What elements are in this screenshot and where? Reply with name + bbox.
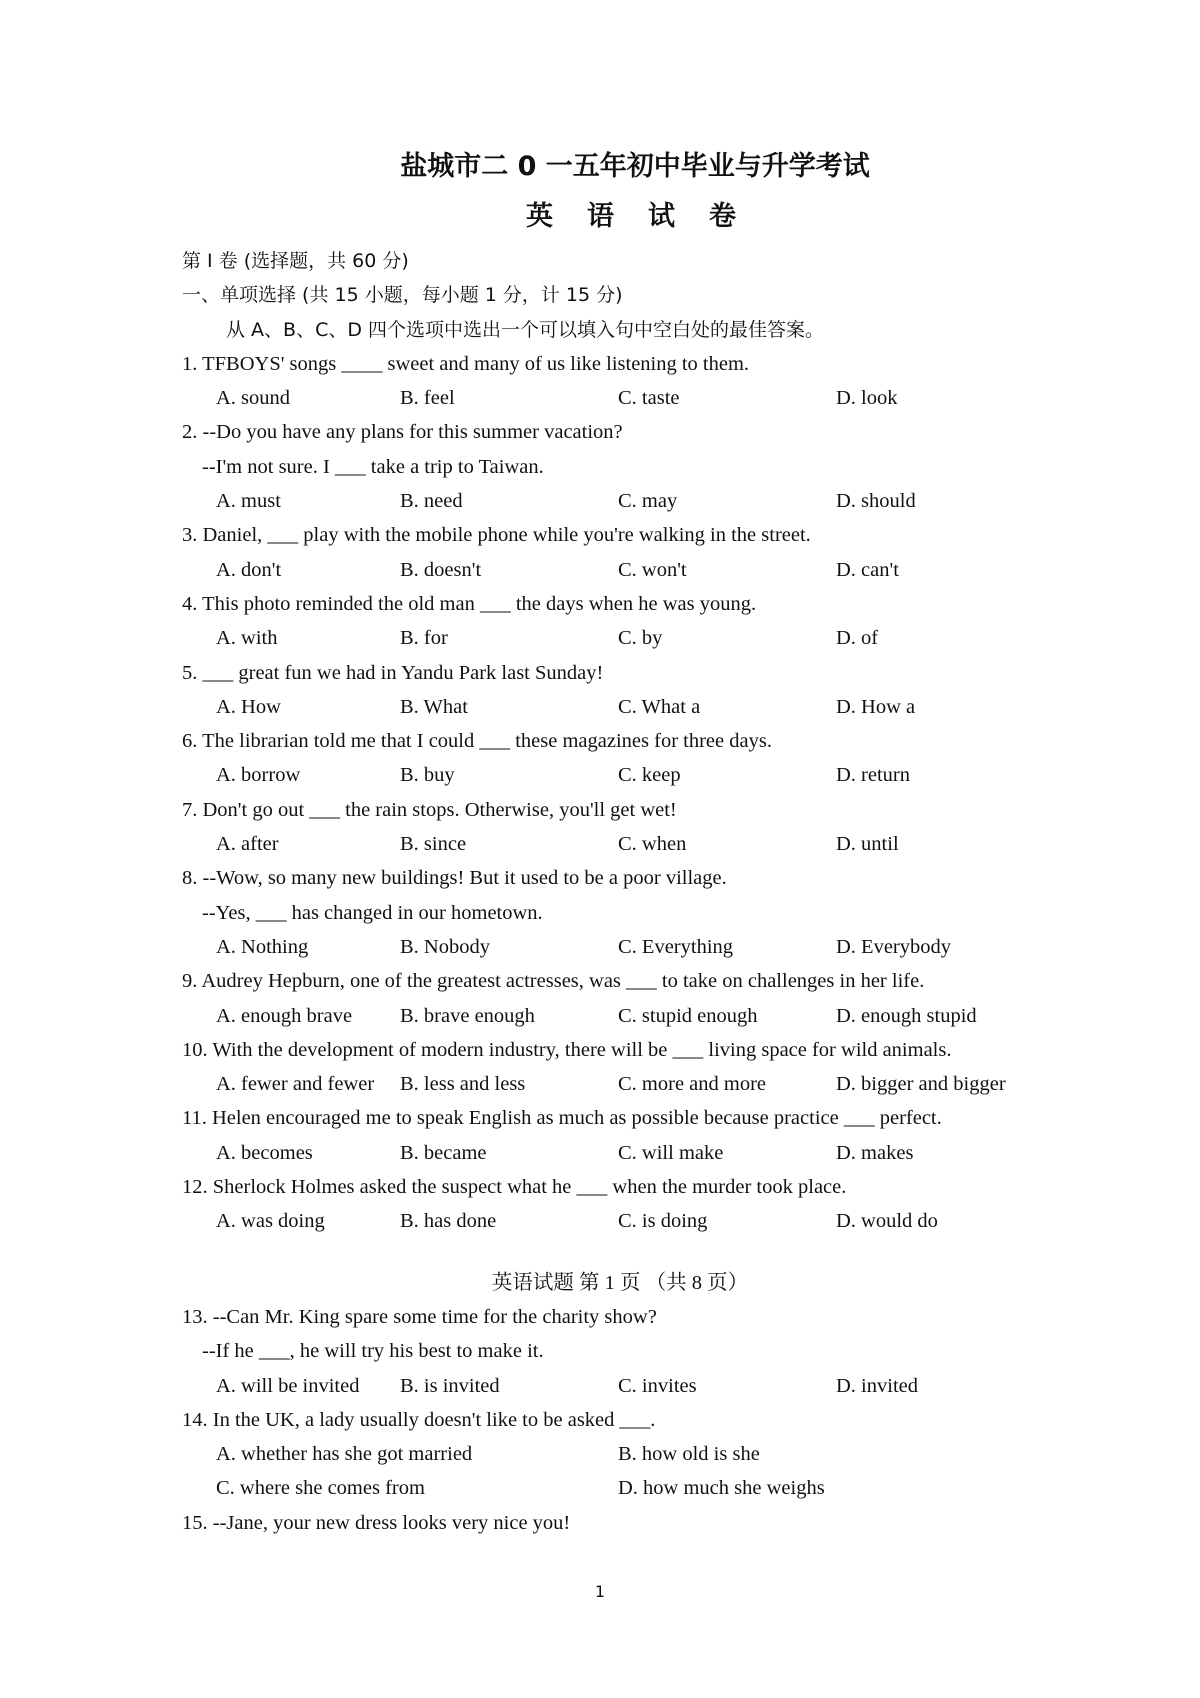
option-c: C. stupid enough [618, 1004, 758, 1027]
option-d: D. until [836, 833, 899, 856]
question-stem-continued: --I'm not sure. I ___ take a trip to Taiwan. [202, 455, 544, 478]
option-b: B. how old is she [618, 1443, 760, 1466]
option-d: D. bigger and bigger [836, 1073, 1006, 1096]
question-stem: 5. ___ great fun we had in Yandu Park last Sunday! [182, 661, 604, 684]
option-a: A. fewer and fewer [216, 1073, 375, 1096]
option-d: D. Everybody [836, 935, 952, 958]
page-number: 1 [594, 1582, 606, 1601]
option-b: B. need [400, 490, 463, 513]
options-row [182, 484, 1082, 518]
option-c: C. Everything [618, 935, 734, 958]
option-d: D. of [836, 627, 879, 650]
question-stem: 7. Don't go out ___ the rain stops. Otherwise, you'll get wet! [182, 798, 677, 821]
options-row [182, 930, 1082, 964]
option-b: B. Nobody [400, 935, 490, 958]
page-footer-text: 英语试题 第 1 页 （共 8 页） [491, 1271, 749, 1294]
option-a: A. becomes [216, 1141, 313, 1164]
options-row [182, 1369, 1082, 1403]
options-row [182, 1437, 1082, 1471]
option-d: D. How a [836, 695, 916, 718]
question-12 [182, 1170, 1082, 1239]
options-row [182, 553, 1082, 587]
option-a: A. whether has she got married [216, 1443, 473, 1466]
question-stem: 9. Audrey Hepburn, one of the greatest actresses, was ___ to take on challenges in her life. [182, 970, 925, 993]
options-row [182, 758, 1082, 792]
exam-subtitle: 英语试卷 [526, 201, 770, 232]
question-stem: 15. --Jane, your new dress looks very nice you! [182, 1511, 571, 1534]
option-c: C. may [618, 490, 678, 513]
question-stem-continued: --If he ___, he will try his best to make it. [202, 1340, 544, 1363]
option-d: D. makes [836, 1141, 914, 1164]
option-b: B. has done [400, 1210, 497, 1233]
question-7 [182, 793, 1082, 862]
option-b: B. buy [400, 764, 455, 787]
question-9 [182, 964, 1082, 1033]
option-c: C. will make [618, 1141, 724, 1164]
question-stem-continued: --Yes, ___ has changed in our hometown. [202, 901, 543, 924]
option-c: C. won't [618, 558, 687, 581]
options-row [182, 1067, 1082, 1101]
question-stem: 12. Sherlock Holmes asked the suspect what he ___ when the murder took place. [182, 1176, 847, 1199]
option-d: D. how much she weighs [618, 1477, 825, 1500]
question-stem: 6. The librarian told me that I could ___ these magazines for three days. [182, 730, 772, 753]
options-row [182, 621, 1082, 655]
option-a: A. must [216, 490, 281, 513]
option-a: A. will be invited [216, 1374, 360, 1397]
option-a: A. borrow [216, 764, 301, 787]
question-stem: 14. In the UK, a lady usually doesn't like to be asked ___. [182, 1408, 656, 1431]
option-c: C. more and more [618, 1073, 767, 1096]
question-5 [182, 656, 1082, 725]
question-10 [182, 1033, 1082, 1102]
option-c: C. by [618, 627, 663, 650]
option-a: A. with [216, 627, 278, 650]
part-label: 第 I 卷 (选择题，共 60 分) [182, 250, 409, 272]
options-row [182, 999, 1082, 1033]
question-6 [182, 724, 1082, 793]
option-c: C. keep [618, 764, 681, 787]
question-11 [182, 1101, 1082, 1170]
option-a: A. was doing [216, 1210, 325, 1233]
question-stem: 3. Daniel, ___ play with the mobile phone while you're walking in the street. [182, 524, 811, 547]
option-b: B. less and less [400, 1073, 526, 1096]
option-d: D. enough stupid [836, 1004, 977, 1027]
option-b: B. doesn't [400, 558, 482, 581]
option-d: D. return [836, 764, 911, 787]
options-row [182, 1471, 1082, 1505]
option-a: A. after [216, 833, 279, 856]
question-stem: 11. Helen encouraged me to speak English as much as possible because practice ___ perfect. [182, 1107, 942, 1130]
option-d: D. look [836, 387, 898, 410]
option-c: C. taste [618, 387, 680, 410]
option-a: A. enough brave [216, 1004, 353, 1027]
question-stem: 8. --Wow, so many new buildings! But it used to be a poor village. [182, 867, 727, 890]
option-c: C. is doing [618, 1210, 708, 1233]
section-instruction: 从 A、B、C、D 四个选项中选出一个可以填入句中空白处的最佳答案。 [226, 318, 825, 341]
option-b: B. brave enough [400, 1004, 535, 1027]
question-8 [182, 861, 1082, 964]
spacer [182, 1239, 1082, 1266]
options-row [182, 1136, 1082, 1170]
question-14 [182, 1403, 1082, 1506]
option-b: B. is invited [400, 1374, 500, 1397]
option-d: D. can't [836, 558, 899, 581]
options-row [182, 381, 1082, 415]
exam-content [182, 244, 1082, 1540]
option-c: C. invites [618, 1374, 697, 1397]
option-a: A. How [216, 695, 281, 718]
question-stem: 4. This photo reminded the old man ___ the days when he was young. [182, 592, 757, 615]
question-1 [182, 347, 1082, 416]
options-row [182, 1204, 1082, 1238]
option-d: D. would do [836, 1210, 938, 1233]
question-13 [182, 1300, 1082, 1403]
question-4 [182, 587, 1082, 656]
question-2 [182, 415, 1082, 518]
option-d: D. invited [836, 1374, 918, 1397]
option-a: A. Nothing [216, 935, 309, 958]
option-b: B. feel [400, 387, 455, 410]
option-a: A. don't [216, 558, 282, 581]
option-d: D. should [836, 490, 916, 513]
option-c: C. What a [618, 695, 701, 718]
question-stem: 2. --Do you have any plans for this summer vacation? [182, 421, 623, 444]
question-stem: 13. --Can Mr. King spare some time for the charity show? [182, 1305, 657, 1328]
option-b: B. What [400, 695, 468, 718]
option-c: C. where she comes from [216, 1477, 425, 1500]
option-a: A. sound [216, 387, 291, 410]
option-b: B. since [400, 833, 467, 856]
question-15 [182, 1506, 1082, 1540]
question-stem: 1. TFBOYS' songs ____ sweet and many of us like listening to them. [182, 352, 750, 375]
question-3 [182, 518, 1082, 587]
section-heading: 一、单项选择 (共 15 小题，每小题 1 分，计 15 分) [182, 284, 623, 307]
question-stem: 10. With the development of modern industry, there will be ___ living space for wild animals. [182, 1038, 952, 1061]
options-row [182, 827, 1082, 861]
options-row [182, 690, 1082, 724]
option-b: B. for [400, 627, 448, 650]
exam-title: 盐城市二 0 一五年初中毕业与升学考试 [400, 151, 870, 182]
option-b: B. became [400, 1141, 487, 1164]
option-c: C. when [618, 833, 687, 856]
